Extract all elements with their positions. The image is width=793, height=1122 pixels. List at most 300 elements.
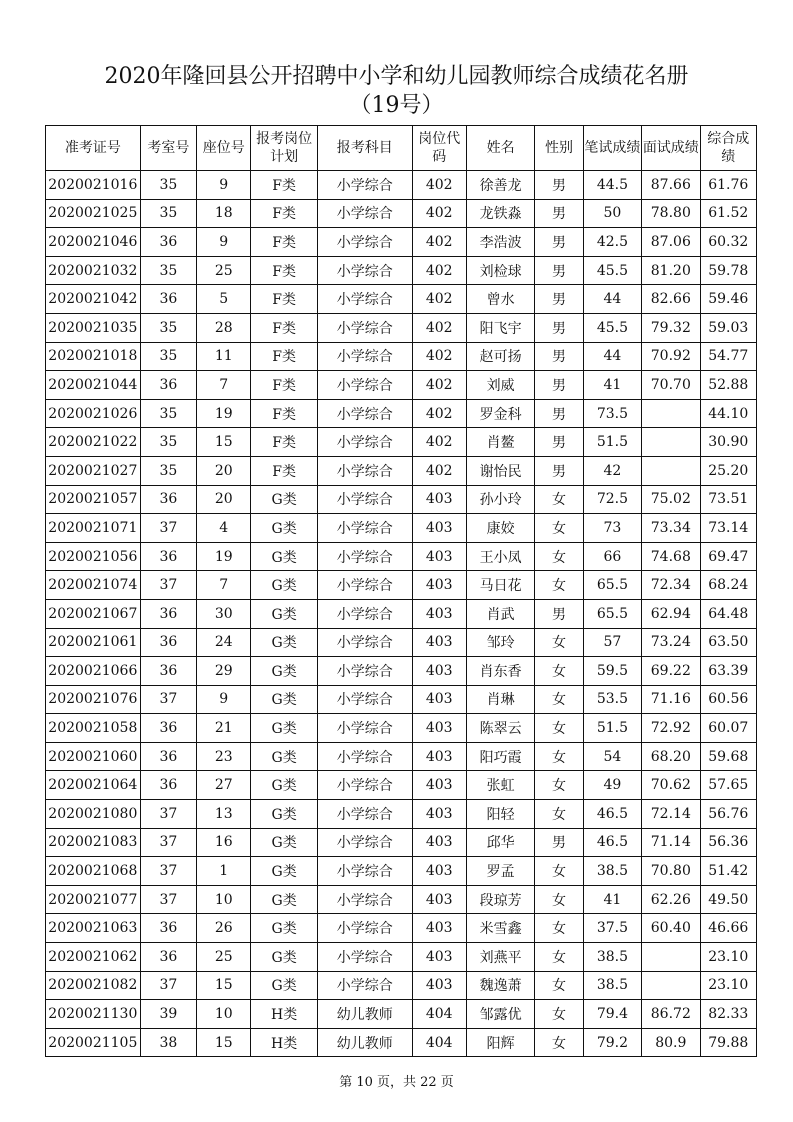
- cell-interview-score: 70.80: [642, 857, 700, 886]
- cell-post-code: 403: [412, 943, 466, 972]
- table-row: [46, 371, 757, 400]
- header-interview-score: 面试成绩: [642, 126, 700, 171]
- cell-interview-score: 79.32: [642, 313, 700, 342]
- cell-seat-no: 25: [197, 256, 251, 285]
- table-body: [46, 171, 757, 1057]
- table-row: [46, 199, 757, 228]
- cell-name: 罗金科: [466, 399, 534, 428]
- cell-exam-subject: 幼儿教师: [317, 1028, 412, 1057]
- cell-admission-no: 2020021130: [46, 1000, 141, 1029]
- cell-post-code: 402: [412, 171, 466, 200]
- cell-post-code: 403: [412, 514, 466, 543]
- cell-exam-subject: 小学综合: [317, 313, 412, 342]
- cell-total-score: 52.88: [700, 371, 756, 400]
- cell-written-score: 38.5: [583, 943, 641, 972]
- table-row: [46, 313, 757, 342]
- cell-post-code: 403: [412, 857, 466, 886]
- cell-interview-score: 72.34: [642, 571, 700, 600]
- cell-admission-no: 2020021016: [46, 171, 141, 200]
- cell-exam-room: 35: [140, 256, 196, 285]
- cell-admission-no: 2020021062: [46, 943, 141, 972]
- cell-seat-no: 16: [197, 828, 251, 857]
- cell-exam-subject: 小学综合: [317, 771, 412, 800]
- cell-admission-no: 2020021026: [46, 399, 141, 428]
- header-exam-room: 考室号: [140, 126, 196, 171]
- cell-gender: 女: [535, 914, 583, 943]
- cell-total-score: 23.10: [700, 943, 756, 972]
- cell-exam-subject: 小学综合: [317, 857, 412, 886]
- cell-exam-room: 39: [140, 1000, 196, 1029]
- cell-exam-subject: 小学综合: [317, 256, 412, 285]
- cell-name: 康姣: [466, 514, 534, 543]
- cell-exam-room: 35: [140, 428, 196, 457]
- table-row: [46, 285, 757, 314]
- cell-admission-no: 2020021080: [46, 800, 141, 829]
- cell-seat-no: 15: [197, 428, 251, 457]
- cell-exam-subject: 小学综合: [317, 800, 412, 829]
- cell-interview-score: 70.70: [642, 371, 700, 400]
- cell-admission-no: 2020021067: [46, 599, 141, 628]
- cell-written-score: 72.5: [583, 485, 641, 514]
- cell-total-score: 56.36: [700, 828, 756, 857]
- cell-interview-score: 78.80: [642, 199, 700, 228]
- cell-written-score: 45.5: [583, 256, 641, 285]
- cell-seat-no: 13: [197, 800, 251, 829]
- cell-written-score: 44.5: [583, 171, 641, 200]
- cell-interview-score: 87.06: [642, 228, 700, 257]
- cell-interview-score: 81.20: [642, 256, 700, 285]
- cell-name: 魏逸萧: [466, 971, 534, 1000]
- cell-admission-no: 2020021082: [46, 971, 141, 1000]
- cell-total-score: 57.65: [700, 771, 756, 800]
- cell-seat-no: 19: [197, 399, 251, 428]
- cell-name: 肖武: [466, 599, 534, 628]
- cell-exam-subject: 小学综合: [317, 885, 412, 914]
- document-title: 2020年隆回县公开招聘中小学和幼儿园教师综合成绩花名册: [104, 64, 689, 89]
- table-row: [46, 456, 757, 485]
- table-row: [46, 828, 757, 857]
- cell-total-score: 82.33: [700, 1000, 756, 1029]
- cell-interview-score: [642, 456, 700, 485]
- cell-exam-subject: 小学综合: [317, 657, 412, 686]
- cell-gender: 男: [535, 313, 583, 342]
- cell-post-code: 403: [412, 914, 466, 943]
- cell-seat-no: 1: [197, 857, 251, 886]
- cell-written-score: 41: [583, 371, 641, 400]
- cell-gender: 男: [535, 342, 583, 371]
- cell-exam-subject: 小学综合: [317, 371, 412, 400]
- cell-exam-room: 35: [140, 342, 196, 371]
- cell-interview-score: 87.66: [642, 171, 700, 200]
- cell-gender: 男: [535, 256, 583, 285]
- cell-seat-no: 19: [197, 542, 251, 571]
- cell-gender: 女: [535, 1028, 583, 1057]
- cell-name: 刘检球: [466, 256, 534, 285]
- cell-gender: 女: [535, 885, 583, 914]
- cell-post-code: 403: [412, 742, 466, 771]
- cell-post-plan: F类: [251, 228, 317, 257]
- cell-admission-no: 2020021027: [46, 456, 141, 485]
- cell-gender: 女: [535, 971, 583, 1000]
- cell-exam-subject: 小学综合: [317, 542, 412, 571]
- cell-name: 谢怡民: [466, 456, 534, 485]
- cell-total-score: 63.50: [700, 628, 756, 657]
- document-subtitle: （19号）: [349, 93, 444, 118]
- cell-post-plan: G类: [251, 800, 317, 829]
- table-row: [46, 342, 757, 371]
- cell-exam-room: 36: [140, 771, 196, 800]
- table-row: [46, 571, 757, 600]
- cell-exam-subject: 小学综合: [317, 914, 412, 943]
- cell-seat-no: 5: [197, 285, 251, 314]
- cell-post-code: 403: [412, 971, 466, 1000]
- cell-admission-no: 2020021071: [46, 514, 141, 543]
- cell-post-code: 402: [412, 285, 466, 314]
- cell-seat-no: 9: [197, 171, 251, 200]
- cell-post-plan: F类: [251, 456, 317, 485]
- cell-seat-no: 30: [197, 599, 251, 628]
- cell-post-code: 404: [412, 1000, 466, 1029]
- cell-interview-score: 82.66: [642, 285, 700, 314]
- cell-seat-no: 20: [197, 485, 251, 514]
- cell-post-code: 402: [412, 371, 466, 400]
- cell-written-score: 38.5: [583, 971, 641, 1000]
- cell-exam-subject: 小学综合: [317, 685, 412, 714]
- cell-total-score: 44.10: [700, 399, 756, 428]
- cell-interview-score: 80.9: [642, 1028, 700, 1057]
- cell-post-plan: H类: [251, 1000, 317, 1029]
- cell-exam-room: 36: [140, 371, 196, 400]
- cell-exam-subject: 小学综合: [317, 571, 412, 600]
- cell-exam-subject: 小学综合: [317, 514, 412, 543]
- cell-exam-subject: 小学综合: [317, 971, 412, 1000]
- cell-written-score: 57: [583, 628, 641, 657]
- cell-name: 徐善龙: [466, 171, 534, 200]
- table-row: [46, 485, 757, 514]
- cell-post-plan: G类: [251, 857, 317, 886]
- cell-interview-score: 73.34: [642, 514, 700, 543]
- cell-admission-no: 2020021057: [46, 485, 141, 514]
- cell-written-score: 42: [583, 456, 641, 485]
- cell-post-plan: G类: [251, 943, 317, 972]
- cell-post-plan: G类: [251, 571, 317, 600]
- cell-interview-score: 71.14: [642, 828, 700, 857]
- cell-post-code: 402: [412, 256, 466, 285]
- cell-post-plan: F类: [251, 342, 317, 371]
- cell-exam-room: 35: [140, 199, 196, 228]
- cell-written-score: 51.5: [583, 428, 641, 457]
- table-row: [46, 885, 757, 914]
- cell-total-score: 60.32: [700, 228, 756, 257]
- table-row: [46, 399, 757, 428]
- header-exam-subject: 报考科目: [317, 126, 412, 171]
- cell-gender: 女: [535, 485, 583, 514]
- cell-written-score: 46.5: [583, 800, 641, 829]
- cell-post-code: 403: [412, 599, 466, 628]
- cell-post-plan: F类: [251, 313, 317, 342]
- cell-post-plan: G类: [251, 971, 317, 1000]
- cell-interview-score: [642, 971, 700, 1000]
- cell-written-score: 51.5: [583, 714, 641, 743]
- cell-exam-room: 36: [140, 742, 196, 771]
- cell-post-plan: G类: [251, 771, 317, 800]
- cell-gender: 男: [535, 171, 583, 200]
- cell-seat-no: 4: [197, 514, 251, 543]
- table-row: [46, 228, 757, 257]
- cell-post-plan: G类: [251, 485, 317, 514]
- cell-seat-no: 18: [197, 199, 251, 228]
- cell-exam-room: 37: [140, 828, 196, 857]
- table-row: [46, 428, 757, 457]
- cell-gender: 女: [535, 800, 583, 829]
- cell-exam-subject: 小学综合: [317, 456, 412, 485]
- table-row: [46, 857, 757, 886]
- table-row: [46, 514, 757, 543]
- cell-name: 邹玲: [466, 628, 534, 657]
- cell-written-score: 65.5: [583, 571, 641, 600]
- table-row: [46, 1028, 757, 1057]
- cell-interview-score: 62.94: [642, 599, 700, 628]
- page-footer: 第 10 页，共 22 页: [339, 1075, 454, 1090]
- cell-post-plan: G类: [251, 628, 317, 657]
- cell-seat-no: 9: [197, 228, 251, 257]
- cell-gender: 女: [535, 571, 583, 600]
- cell-gender: 男: [535, 828, 583, 857]
- table-row: [46, 657, 757, 686]
- cell-post-code: 403: [412, 485, 466, 514]
- cell-post-code: 402: [412, 199, 466, 228]
- cell-exam-room: 37: [140, 800, 196, 829]
- cell-admission-no: 2020021018: [46, 342, 141, 371]
- cell-seat-no: 25: [197, 943, 251, 972]
- cell-admission-no: 2020021063: [46, 914, 141, 943]
- cell-seat-no: 26: [197, 914, 251, 943]
- cell-interview-score: 62.26: [642, 885, 700, 914]
- cell-post-code: 404: [412, 1028, 466, 1057]
- cell-interview-score: [642, 943, 700, 972]
- cell-name: 马日花: [466, 571, 534, 600]
- header-total-score: 综合成绩: [700, 126, 756, 171]
- cell-exam-room: 37: [140, 857, 196, 886]
- cell-total-score: 56.76: [700, 800, 756, 829]
- cell-exam-room: 37: [140, 514, 196, 543]
- cell-post-plan: G类: [251, 685, 317, 714]
- cell-total-score: 30.90: [700, 428, 756, 457]
- cell-exam-room: 36: [140, 628, 196, 657]
- cell-gender: 女: [535, 628, 583, 657]
- cell-post-code: 402: [412, 428, 466, 457]
- cell-seat-no: 15: [197, 1028, 251, 1057]
- cell-post-code: 403: [412, 828, 466, 857]
- cell-post-plan: G类: [251, 914, 317, 943]
- cell-post-plan: H类: [251, 1028, 317, 1057]
- cell-post-plan: G类: [251, 657, 317, 686]
- table-row: [46, 628, 757, 657]
- cell-gender: 女: [535, 943, 583, 972]
- cell-exam-room: 35: [140, 399, 196, 428]
- cell-name: 曾水: [466, 285, 534, 314]
- cell-total-score: 60.56: [700, 685, 756, 714]
- cell-post-plan: G类: [251, 514, 317, 543]
- cell-exam-room: 35: [140, 313, 196, 342]
- cell-interview-score: 72.92: [642, 714, 700, 743]
- cell-written-score: 38.5: [583, 857, 641, 886]
- header-name: 姓名: [466, 126, 534, 171]
- cell-interview-score: 68.20: [642, 742, 700, 771]
- cell-name: 赵可扬: [466, 342, 534, 371]
- header-post-plan: 报考岗位计划: [251, 126, 317, 171]
- cell-exam-room: 38: [140, 1028, 196, 1057]
- cell-total-score: 23.10: [700, 971, 756, 1000]
- cell-total-score: 51.42: [700, 857, 756, 886]
- cell-admission-no: 2020021058: [46, 714, 141, 743]
- cell-written-score: 42.5: [583, 228, 641, 257]
- cell-post-plan: G类: [251, 542, 317, 571]
- header-seat-no: 座位号: [197, 126, 251, 171]
- cell-exam-room: 37: [140, 685, 196, 714]
- cell-post-code: 403: [412, 685, 466, 714]
- cell-exam-room: 36: [140, 943, 196, 972]
- cell-exam-room: 35: [140, 456, 196, 485]
- cell-total-score: 69.47: [700, 542, 756, 571]
- cell-name: 米雪鑫: [466, 914, 534, 943]
- cell-written-score: 54: [583, 742, 641, 771]
- cell-exam-room: 36: [140, 657, 196, 686]
- cell-admission-no: 2020021035: [46, 313, 141, 342]
- cell-exam-subject: 小学综合: [317, 828, 412, 857]
- cell-written-score: 65.5: [583, 599, 641, 628]
- table-row: [46, 1000, 757, 1029]
- cell-total-score: 61.76: [700, 171, 756, 200]
- cell-written-score: 73.5: [583, 399, 641, 428]
- cell-exam-room: 36: [140, 285, 196, 314]
- cell-post-plan: F类: [251, 428, 317, 457]
- cell-post-code: 403: [412, 542, 466, 571]
- cell-admission-no: 2020021044: [46, 371, 141, 400]
- cell-gender: 男: [535, 399, 583, 428]
- cell-name: 肖琳: [466, 685, 534, 714]
- cell-name: 肖东香: [466, 657, 534, 686]
- cell-interview-score: [642, 428, 700, 457]
- cell-post-plan: F类: [251, 256, 317, 285]
- table-row: [46, 742, 757, 771]
- cell-name: 孙小玲: [466, 485, 534, 514]
- cell-name: 阳辉: [466, 1028, 534, 1057]
- cell-name: 段琼芳: [466, 885, 534, 914]
- cell-written-score: 79.4: [583, 1000, 641, 1029]
- cell-written-score: 44: [583, 285, 641, 314]
- cell-seat-no: 27: [197, 771, 251, 800]
- cell-exam-room: 36: [140, 542, 196, 571]
- header-written-score: 笔试成绩: [583, 126, 641, 171]
- cell-written-score: 37.5: [583, 914, 641, 943]
- cell-total-score: 79.88: [700, 1028, 756, 1057]
- cell-name: 阳飞宇: [466, 313, 534, 342]
- cell-exam-subject: 小学综合: [317, 714, 412, 743]
- cell-seat-no: 10: [197, 885, 251, 914]
- cell-total-score: 46.66: [700, 914, 756, 943]
- cell-total-score: 61.52: [700, 199, 756, 228]
- cell-post-plan: F类: [251, 199, 317, 228]
- score-roster-table: [45, 125, 757, 1057]
- cell-exam-room: 36: [140, 599, 196, 628]
- cell-gender: 女: [535, 685, 583, 714]
- cell-written-score: 73: [583, 514, 641, 543]
- cell-seat-no: 11: [197, 342, 251, 371]
- header-post-code: 岗位代码: [412, 126, 466, 171]
- table-row: [46, 914, 757, 943]
- cell-interview-score: 75.02: [642, 485, 700, 514]
- cell-exam-subject: 幼儿教师: [317, 1000, 412, 1029]
- cell-admission-no: 2020021064: [46, 771, 141, 800]
- cell-seat-no: 15: [197, 971, 251, 1000]
- cell-exam-subject: 小学综合: [317, 628, 412, 657]
- table-row: [46, 800, 757, 829]
- cell-interview-score: 74.68: [642, 542, 700, 571]
- cell-exam-subject: 小学综合: [317, 199, 412, 228]
- cell-exam-room: 37: [140, 571, 196, 600]
- cell-post-code: 402: [412, 456, 466, 485]
- cell-post-plan: F类: [251, 171, 317, 200]
- cell-post-code: 402: [412, 313, 466, 342]
- cell-post-code: 403: [412, 571, 466, 600]
- cell-admission-no: 2020021077: [46, 885, 141, 914]
- cell-exam-room: 37: [140, 885, 196, 914]
- cell-admission-no: 2020021032: [46, 256, 141, 285]
- cell-post-code: 402: [412, 399, 466, 428]
- cell-interview-score: 86.72: [642, 1000, 700, 1029]
- cell-exam-room: 36: [140, 228, 196, 257]
- cell-post-plan: F类: [251, 371, 317, 400]
- cell-written-score: 44: [583, 342, 641, 371]
- cell-interview-score: 70.92: [642, 342, 700, 371]
- cell-post-code: 403: [412, 885, 466, 914]
- cell-admission-no: 2020021076: [46, 685, 141, 714]
- cell-total-score: 59.68: [700, 742, 756, 771]
- cell-admission-no: 2020021046: [46, 228, 141, 257]
- cell-gender: 男: [535, 599, 583, 628]
- table-row: [46, 542, 757, 571]
- cell-total-score: 54.77: [700, 342, 756, 371]
- cell-gender: 女: [535, 771, 583, 800]
- cell-admission-no: 2020021068: [46, 857, 141, 886]
- cell-exam-subject: 小学综合: [317, 171, 412, 200]
- cell-admission-no: 2020021083: [46, 828, 141, 857]
- cell-exam-subject: 小学综合: [317, 742, 412, 771]
- cell-seat-no: 9: [197, 685, 251, 714]
- cell-gender: 男: [535, 285, 583, 314]
- cell-exam-subject: 小学综合: [317, 428, 412, 457]
- cell-name: 阳巧霞: [466, 742, 534, 771]
- table-row: [46, 256, 757, 285]
- table-row: [46, 943, 757, 972]
- cell-post-code: 403: [412, 771, 466, 800]
- cell-exam-subject: 小学综合: [317, 599, 412, 628]
- cell-total-score: 59.46: [700, 285, 756, 314]
- cell-post-code: 403: [412, 628, 466, 657]
- cell-interview-score: 71.16: [642, 685, 700, 714]
- cell-post-code: 403: [412, 657, 466, 686]
- cell-seat-no: 20: [197, 456, 251, 485]
- cell-gender: 男: [535, 456, 583, 485]
- cell-post-plan: G类: [251, 599, 317, 628]
- cell-seat-no: 23: [197, 742, 251, 771]
- cell-seat-no: 7: [197, 571, 251, 600]
- cell-written-score: 50: [583, 199, 641, 228]
- cell-gender: 男: [535, 199, 583, 228]
- cell-post-code: 403: [412, 714, 466, 743]
- cell-admission-no: 2020021056: [46, 542, 141, 571]
